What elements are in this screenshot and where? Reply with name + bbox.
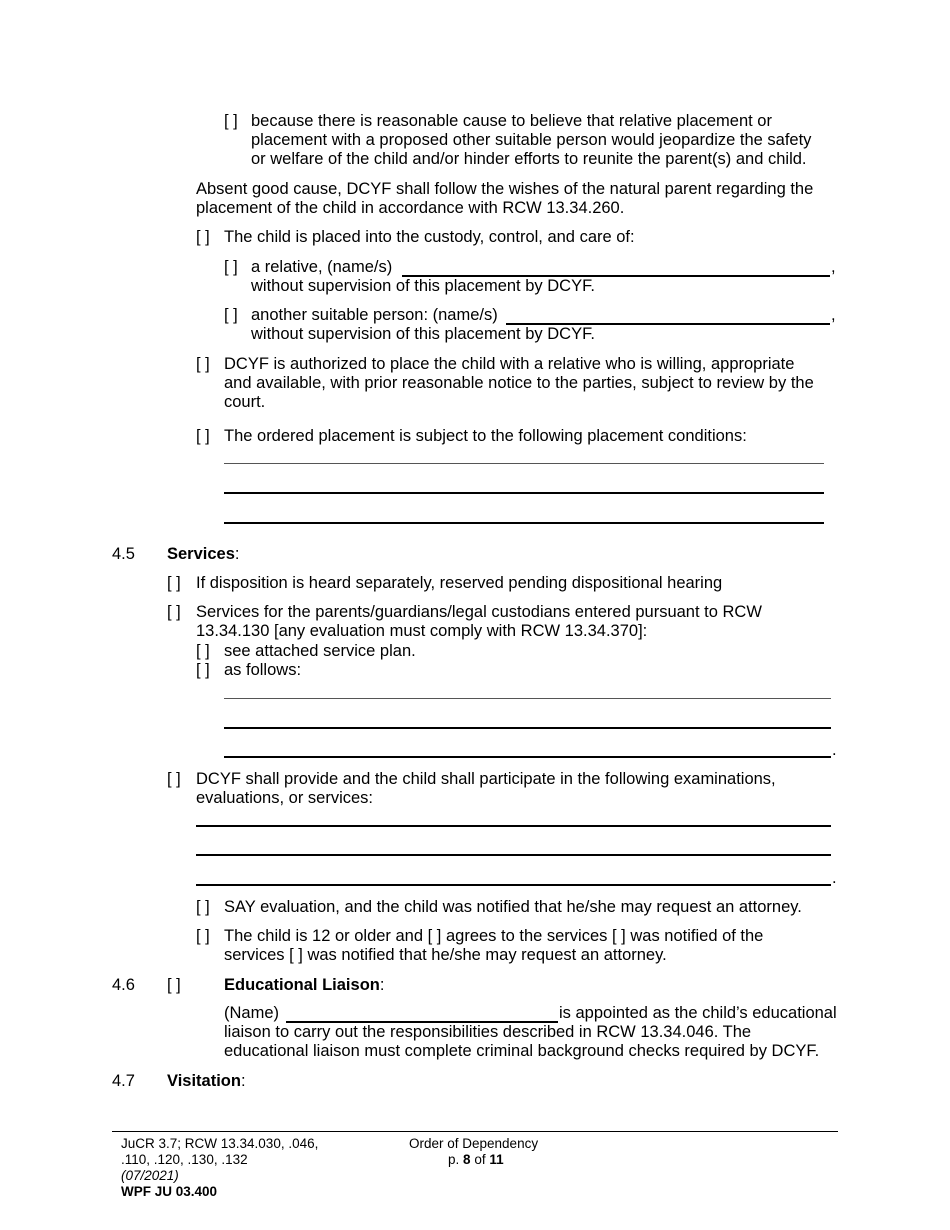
footer-form-id: WPF JU 03.400	[121, 1184, 218, 1199]
footer-rule: .110, .120, .130, .132	[121, 1152, 248, 1167]
placement-conditions-line[interactable]	[224, 463, 824, 464]
section-title: Services:	[167, 545, 240, 563]
checkbox[interactable]: [ ]	[167, 574, 181, 592]
name-label: (Name)	[224, 1004, 280, 1022]
checkbox[interactable]: [ ]	[167, 976, 181, 994]
section-number: 4.5	[112, 545, 135, 563]
text-line: SAY evaluation, and the child was notified that he/she may request an attorney.	[224, 898, 802, 916]
text-line: services [ ] was notified that he/she may request an attorney.	[224, 946, 667, 964]
text-line: placement of the child in accordance with RCW 13.34.260.	[196, 199, 625, 217]
examinations-line[interactable]	[196, 854, 831, 856]
checkbox[interactable]: [ ]	[224, 258, 238, 276]
checkbox[interactable]: [ ]	[224, 306, 238, 324]
period: .	[832, 869, 837, 887]
text-line: is appointed as the child’s educational	[559, 1004, 837, 1022]
section-title: Visitation:	[167, 1072, 246, 1090]
text-line: educational liaison must complete criminal background checks required by DCYF.	[224, 1042, 820, 1060]
text-line: without supervision of this placement by DCYF.	[251, 277, 595, 295]
text-line: evaluations, or services:	[196, 789, 373, 807]
checkbox[interactable]: [ ]	[196, 927, 210, 945]
comma: ,	[831, 258, 836, 276]
text-line: DCYF shall provide and the child shall participate in the following examinations,	[196, 770, 776, 788]
text-line: 13.34.130 [any evaluation must comply with RCW 13.34.370]:	[196, 622, 648, 640]
checkbox[interactable]: [ ]	[196, 228, 210, 246]
placement-conditions-text: The ordered placement is subject to the following placement conditions:	[224, 427, 747, 445]
examinations-line[interactable]	[196, 884, 831, 886]
checkbox[interactable]: [ ]	[427, 927, 442, 945]
text-line: court.	[224, 393, 266, 411]
footer-page-number: p. 8 of 11	[448, 1152, 504, 1167]
checkbox[interactable]: [ ]	[612, 927, 626, 945]
text-line: without supervision of this placement by DCYF.	[251, 325, 595, 343]
checkbox[interactable]: [ ]	[167, 603, 181, 621]
checkbox[interactable]: [ ]	[196, 642, 210, 660]
relative-label: a relative, (name/s)	[251, 258, 393, 276]
checkbox[interactable]: [ ]	[289, 946, 303, 964]
placement-conditions-line[interactable]	[224, 522, 824, 524]
checkbox[interactable]: [ ]	[196, 427, 210, 445]
checkbox[interactable]: [ ]	[196, 661, 210, 679]
checkbox[interactable]: [ ]	[196, 898, 210, 916]
text-line: or welfare of the child and/or hinder efforts to reunite the parent(s) and child.	[251, 150, 807, 168]
text-line: Services for the parents/guardians/legal custodians entered pursuant to RCW	[196, 603, 762, 621]
text-line: see attached service plan.	[224, 642, 416, 660]
period: .	[832, 741, 837, 759]
placement-conditions-line[interactable]	[224, 492, 824, 494]
text-line: liaison to carry out the responsibilities described in RCW 13.34.046. The	[224, 1023, 752, 1041]
text-line: If disposition is heard separately, reserved pending dispositional hearing	[196, 574, 723, 592]
other-person-label: another suitable person: (name/s)	[251, 306, 498, 324]
section-number: 4.6	[112, 976, 135, 994]
services-line[interactable]	[224, 756, 831, 758]
checkbox[interactable]: [ ]	[167, 770, 181, 788]
footer-doc-title: Order of Dependency	[409, 1136, 539, 1151]
comma: ,	[831, 306, 836, 324]
text-line: The child is 12 or older and [ ] agrees to the services [ ] was notified of the	[224, 927, 764, 945]
services-line[interactable]	[224, 698, 831, 699]
text-line: because there is reasonable cause to believe that relative placement or	[251, 112, 772, 130]
checkbox[interactable]: [ ]	[196, 355, 210, 373]
text-line: Absent good cause, DCYF shall follow the wishes of the natural parent regarding the	[196, 180, 814, 198]
text-line: and available, with prior reasonable notice to the parties, subject to review by the	[224, 374, 814, 392]
custody-text: The child is placed into the custody, control, and care of:	[224, 228, 635, 246]
examinations-line[interactable]	[196, 825, 831, 827]
section-title: Educational Liaison:	[224, 976, 385, 994]
text-line: placement with a proposed other suitable person would jeopardize the safety	[251, 131, 812, 149]
text-line: DCYF is authorized to place the child with a relative who is willing, appropriate	[224, 355, 795, 373]
services-line[interactable]	[224, 727, 831, 729]
footer-rule: JuCR 3.7; RCW 13.34.030, .046,	[121, 1136, 319, 1151]
footer-divider	[112, 1131, 838, 1132]
text-line: as follows:	[224, 661, 302, 679]
footer-revision: (07/2021)	[121, 1168, 179, 1183]
section-number: 4.7	[112, 1072, 135, 1090]
checkbox[interactable]: [ ]	[224, 112, 238, 130]
